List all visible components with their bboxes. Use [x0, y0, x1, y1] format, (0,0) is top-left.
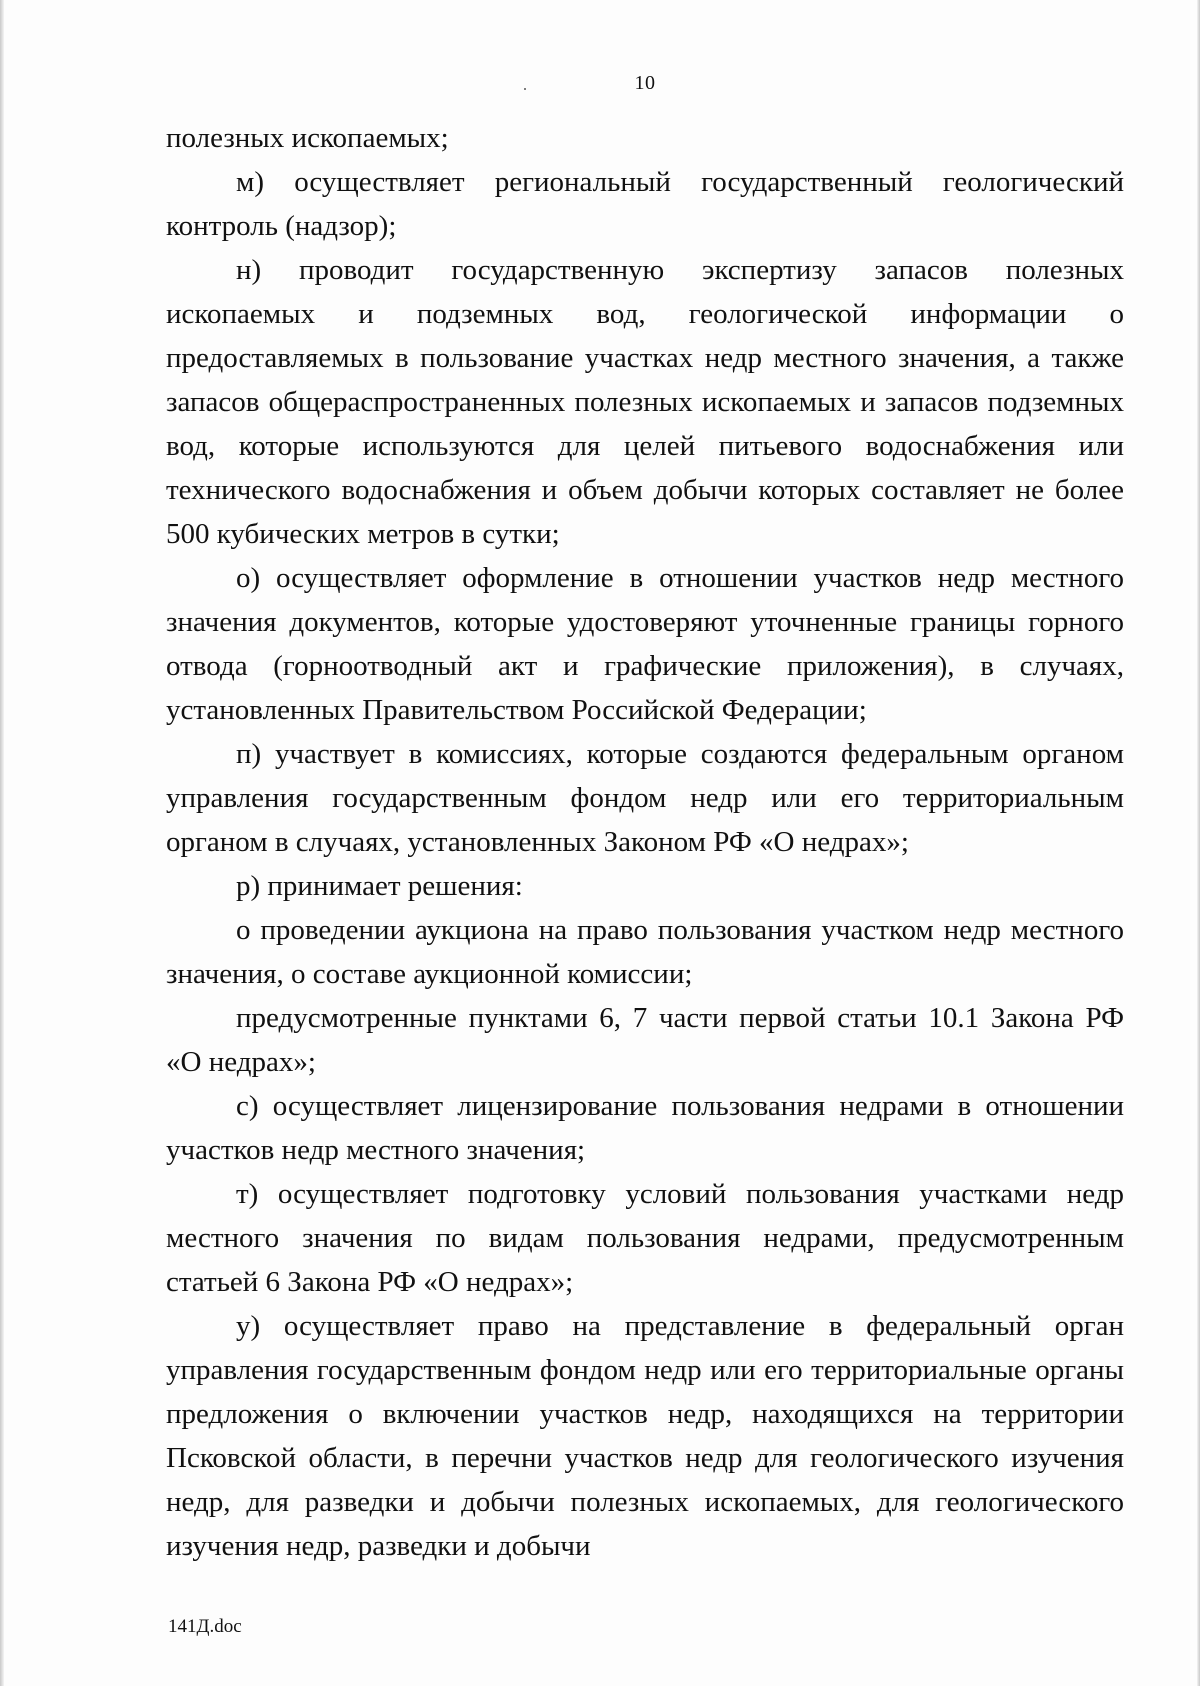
page-number: 10	[634, 72, 656, 94]
footer-filename: 141Д.doc	[168, 1616, 242, 1637]
paragraph-o: о) осуществляет оформление в отношении участков недр местного значения документов, которые удостоверяют уточненные границы горного отвода (горноотводный акт и графические приложения), в случаях, установленных Правительством Российской Федерации;	[166, 562, 1124, 726]
paragraph-u: у) осуществляет право на представление в федеральный орган управления государственным фондом недр или его территориальные органы предложения о включении участков недр, находящихся на территории Псковской области, в перечни участков недр для геологического изучения недр, для разведки и добычи полезных ископаемых, для геологического изучения недр, разведки и добычи	[166, 1310, 1124, 1562]
document-body	[166, 116, 1124, 1568]
paragraph-m: м) осуществляет региональный государственный геологический контроль (надзор);	[166, 166, 1124, 242]
paragraph-n: н) проводит государственную экспертизу запасов полезных ископаемых и подземных вод, геологической информации о предоставляемых в пользование участках недр местного значения, а также запасов общераспространенных полезных ископаемых и запасов подземных вод, которые используются для целей питьевого водоснабжения или технического водоснабжения и объем добычи которых составляет не более 500 кубических метров в сутки;	[166, 254, 1124, 550]
paragraph-p: п) участвует в комиссиях, которые создаются федеральным органом управления государственным фондом недр или его территориальным органом в случаях, установленных Законом РФ «О недрах»;	[166, 738, 1124, 858]
paragraph-r-item-2: предусмотренные пунктами 6, 7 части первой статьи 10.1 Закона РФ «О недрах»;	[166, 1002, 1124, 1078]
paragraph-t: т) осуществляет подготовку условий пользования участками недр местного значения по видам пользования недрами, предусмотренным статьей 6 Закона РФ «О недрах»;	[166, 1178, 1124, 1298]
paragraph-r: р) принимает решения:	[236, 870, 523, 902]
paragraph-r-item-1: о проведении аукциона на право пользования участком недр местного значения, о составе аукционной комиссии;	[166, 914, 1124, 990]
paragraph-s: с) осуществляет лицензирование пользования недрами в отношении участков недр местного значения;	[166, 1090, 1124, 1166]
scan-artifact-dot	[524, 88, 526, 90]
scan-edge-left	[0, 0, 4, 1686]
paragraph-continuation: полезных ископаемых;	[166, 122, 449, 154]
